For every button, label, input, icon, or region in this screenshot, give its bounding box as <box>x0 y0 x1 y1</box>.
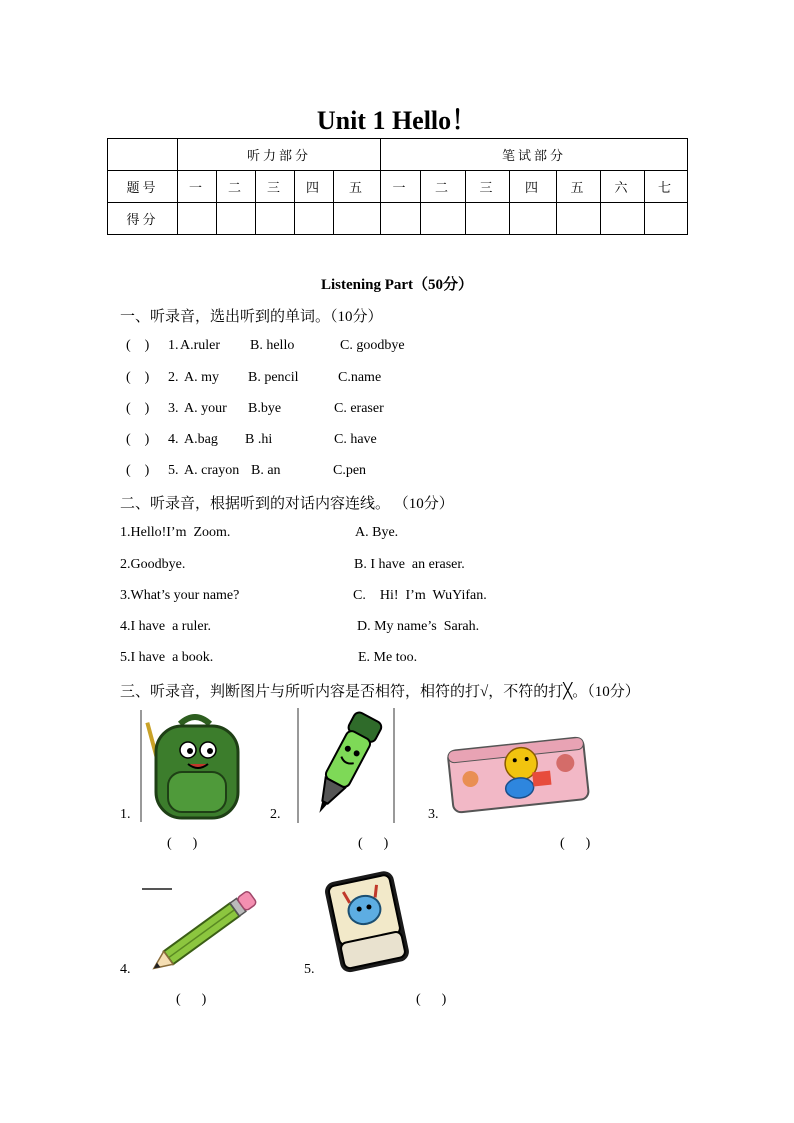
option-a: A.bag <box>184 432 218 447</box>
row-label-question: 题号 <box>108 171 178 203</box>
option-b: B .hi <box>245 432 273 447</box>
pencil-case-icon <box>446 722 590 822</box>
score-cell[interactable] <box>295 203 334 235</box>
marker-pen-icon <box>297 708 397 823</box>
picture-number: 5. <box>304 962 315 977</box>
answer-paren[interactable]: ( ) <box>416 992 447 1007</box>
writing-col: 一 <box>381 171 421 203</box>
option-c: C. have <box>334 432 377 447</box>
dialogue-left[interactable]: 1.Hello!I’m Zoom. <box>120 525 231 540</box>
listening-col: 四 <box>295 171 334 203</box>
dialogue-left[interactable]: 3.What’s your name? <box>120 588 240 603</box>
picture-number: 4. <box>120 962 131 977</box>
picture-number: 1. <box>120 807 131 822</box>
score-cell[interactable] <box>601 203 645 235</box>
answer-paren[interactable]: ( ) <box>126 432 150 447</box>
part3-heading: 三、听录音，判断图片与所听内容是否相符，相符的打√，不符的打╳。（10分） <box>120 684 640 700</box>
writing-col: 六 <box>601 171 645 203</box>
answer-paren[interactable]: ( ) <box>126 370 150 385</box>
option-b: B. an <box>251 463 281 478</box>
score-table-question-row <box>108 171 688 203</box>
answer-paren[interactable]: ( ) <box>358 836 389 851</box>
option-b: B. pencil <box>248 370 299 385</box>
item-number: 3. <box>168 401 179 416</box>
part1-heading: 一、听录音，选出听到的单词。（10分） <box>120 309 383 325</box>
score-cell[interactable] <box>256 203 295 235</box>
answer-paren[interactable]: ( ) <box>167 836 198 851</box>
option-a: A. your <box>184 401 227 416</box>
score-cell[interactable] <box>178 203 217 235</box>
option-b: B. hello <box>250 338 295 353</box>
picture-number: 2. <box>270 807 281 822</box>
answer-paren[interactable]: ( ) <box>560 836 591 851</box>
dialogue-right[interactable]: A. Bye. <box>355 525 399 540</box>
listening-col: 一 <box>178 171 217 203</box>
backpack-icon <box>140 710 250 822</box>
option-c: C.name <box>338 370 382 385</box>
dialogue-left[interactable]: 4.I have a ruler. <box>120 619 211 634</box>
answer-paren[interactable]: ( ) <box>126 338 150 353</box>
score-cell[interactable] <box>645 203 688 235</box>
picture-number: 3. <box>428 807 439 822</box>
answer-paren[interactable]: ( ) <box>126 401 150 416</box>
dialogue-right[interactable]: B. I have an eraser. <box>354 557 465 572</box>
option-a: A.ruler <box>180 338 221 353</box>
pencil-icon <box>140 884 274 978</box>
option-c: C. eraser <box>334 401 384 416</box>
writing-col: 四 <box>510 171 557 203</box>
writing-col: 五 <box>557 171 601 203</box>
score-cell[interactable] <box>510 203 557 235</box>
score-cell[interactable] <box>217 203 256 235</box>
answer-paren[interactable]: ( ) <box>126 463 150 478</box>
item-number: 5. <box>168 463 179 478</box>
section-title: Listening Part（50分） <box>320 277 474 293</box>
listening-col: 三 <box>256 171 295 203</box>
listening-col: 二 <box>217 171 256 203</box>
score-cell[interactable] <box>381 203 421 235</box>
page-title: Unit 1 Hello！ <box>316 106 478 135</box>
dialogue-right[interactable]: E. Me too. <box>358 650 418 665</box>
score-cell[interactable] <box>466 203 510 235</box>
dialogue-left[interactable]: 2.Goodbye. <box>120 557 186 572</box>
dialogue-right[interactable]: D. My name’s Sarah. <box>357 619 480 634</box>
writing-col: 七 <box>645 171 688 203</box>
row-label-score: 得分 <box>108 203 178 235</box>
item-number: 2. <box>168 370 179 385</box>
listening-header: 听力部分 <box>178 139 381 171</box>
writing-col: 三 <box>466 171 510 203</box>
score-table-score-row <box>108 203 688 235</box>
dialogue-right[interactable]: C. Hi! I’m WuYifan. <box>353 588 487 603</box>
score-cell[interactable] <box>334 203 381 235</box>
option-c: C.pen <box>333 463 367 478</box>
listening-col: 五 <box>334 171 381 203</box>
dialogue-left[interactable]: 5.I have a book. <box>120 650 214 665</box>
writing-header: 笔试部分 <box>381 139 688 171</box>
score-cell[interactable] <box>557 203 601 235</box>
item-number: 4. <box>168 432 179 447</box>
option-b: B.bye <box>248 401 282 416</box>
score-table <box>107 138 688 235</box>
score-cell[interactable] <box>421 203 466 235</box>
option-a: A. my <box>184 370 219 385</box>
option-c: C. goodbye <box>340 338 405 353</box>
eraser-icon <box>322 864 428 978</box>
item-number: 1. <box>168 338 179 353</box>
writing-col: 二 <box>421 171 466 203</box>
answer-paren[interactable]: ( ) <box>176 992 207 1007</box>
option-a: A. crayon <box>184 463 240 478</box>
score-table-header-row <box>108 139 688 171</box>
part2-heading: 二、听录音，根据听到的对话内容连线。 （10分） <box>120 496 454 512</box>
score-table-corner <box>108 139 178 171</box>
